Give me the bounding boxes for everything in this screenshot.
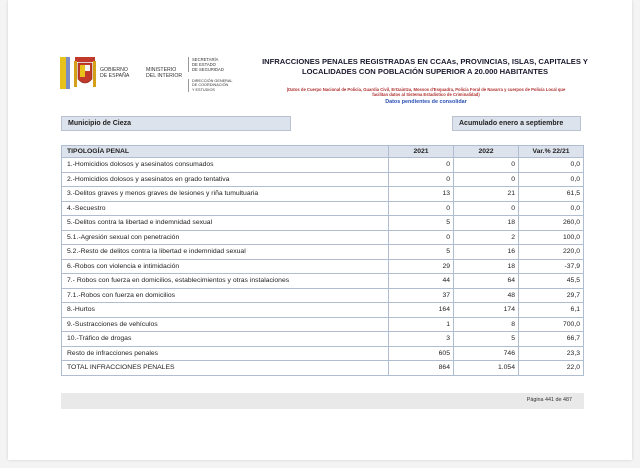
row-2022: 174 xyxy=(453,303,518,317)
sec-line2: DE ESTADO xyxy=(192,62,216,67)
sec-line1: SECRETARÍA xyxy=(192,57,219,62)
row-2021: 0 xyxy=(388,158,453,172)
row-typology: 7.1.-Robos con fuerza en domicilios xyxy=(61,289,388,303)
row-typology: 6.-Robos con violencia e intimidación xyxy=(61,260,388,274)
table-row xyxy=(61,216,584,231)
row-typology: 5.-Delitos contra la libertad e indemnidad sexual xyxy=(61,216,388,230)
table-row xyxy=(61,158,584,173)
row-2022: 0 xyxy=(453,202,518,216)
table-row xyxy=(61,231,584,246)
row-2022: 48 xyxy=(453,289,518,303)
dir-line2: DE COORDINACIÓN xyxy=(192,83,229,88)
source-line1: (Datos de Cuerpo Nacional de Policía, Guardia Civil, Ertzaintza, Mossos d'Esquadra, Policía Foral de Navarra y cuerpos de Policía Local que xyxy=(286,87,566,92)
row-typology: 5.1.-Agresión sexual con penetración xyxy=(61,231,388,245)
row-2022: 2 xyxy=(453,231,518,245)
ministry-label xyxy=(146,67,182,79)
row-2022: 746 xyxy=(453,347,518,361)
row-typology: 7.- Robos con fuerza en domicilios, establecimientos y otras instalaciones xyxy=(61,274,388,288)
eu-stripe-icon xyxy=(66,57,70,89)
row-variation: -37,9 xyxy=(518,260,584,274)
table-row xyxy=(61,187,584,202)
row-variation: 66,7 xyxy=(518,332,584,346)
coat-of-arms-icon xyxy=(72,55,98,91)
row-variation: 700,0 xyxy=(518,318,584,332)
row-2022: 18 xyxy=(453,260,518,274)
period-label: Acumulado enero a septiembre xyxy=(452,116,581,131)
header-variation: Var.% 22/21 xyxy=(518,146,584,157)
table-row xyxy=(61,202,584,217)
table-row xyxy=(61,332,584,347)
source-line2: facilitan datos al Sistema Estadístico de Criminalidad) xyxy=(372,92,480,97)
sec-line3: DE SEGURIDAD xyxy=(192,67,224,72)
title-line1: INFRACCIONES PENALES REGISTRADAS EN CCAAs, PROVINCIAS, ISLAS, CAPITALES Y xyxy=(262,57,588,66)
row-variation: 100,0 xyxy=(518,231,584,245)
row-typology: 4.-Secuestro xyxy=(61,202,388,216)
table-row xyxy=(61,318,584,333)
municipality-label: Municipio de Cieza xyxy=(61,116,291,131)
footer-bar xyxy=(61,393,584,409)
pending-note: Datos pendientes de consolidar xyxy=(385,99,467,105)
row-variation: 61,5 xyxy=(518,187,584,201)
table-row xyxy=(61,173,584,188)
title-line2: LOCALIDADES CON POBLACIÓN SUPERIOR A 20.000 HABITANTES xyxy=(301,67,549,76)
header-typology: TIPOLOGÍA PENAL xyxy=(61,146,388,157)
row-2022: 0 xyxy=(453,173,518,187)
row-2021: 5 xyxy=(388,245,453,259)
row-2022: 18 xyxy=(453,216,518,230)
row-2021: 605 xyxy=(388,347,453,361)
table-row xyxy=(61,347,584,362)
row-typology: 2.-Homicidios dolosos y asesinatos en grado tentativa xyxy=(61,173,388,187)
row-typology: 1.-Homicidios dolosos y asesinatos consumados xyxy=(61,158,388,172)
header-2021: 2021 xyxy=(388,146,453,157)
document-page xyxy=(8,0,632,460)
row-2021: 164 xyxy=(388,303,453,317)
row-2021: 13 xyxy=(388,187,453,201)
row-variation: 0,0 xyxy=(518,173,584,187)
government-logo xyxy=(60,55,240,95)
min-line2: DEL INTERIOR xyxy=(146,73,183,79)
row-variation: 23,3 xyxy=(518,347,584,361)
row-2021: 0 xyxy=(388,202,453,216)
table-row xyxy=(61,274,584,289)
dir-line1: DIRECCIÓN GENERAL xyxy=(192,79,233,83)
page-number: Página 441 de 487 xyxy=(526,397,572,403)
row-typology: Resto de infracciones penales xyxy=(61,347,388,361)
row-2022: 5 xyxy=(453,332,518,346)
row-2021: 5 xyxy=(388,216,453,230)
row-typology: 3.-Delitos graves y menos graves de lesiones y riña tumultuaria xyxy=(61,187,388,201)
row-2022: 0 xyxy=(453,158,518,172)
document-title xyxy=(260,57,590,77)
secretariat-label xyxy=(188,57,224,72)
header-2022: 2022 xyxy=(453,146,518,157)
row-typology: TOTAL INFRACCIONES PENALES xyxy=(61,361,388,375)
table-row xyxy=(61,361,584,376)
row-2021: 44 xyxy=(388,274,453,288)
row-variation: 45,5 xyxy=(518,274,584,288)
table-header-row xyxy=(61,145,584,158)
source-note xyxy=(258,87,594,97)
row-2022: 64 xyxy=(453,274,518,288)
row-2021: 0 xyxy=(388,173,453,187)
row-typology: 9.-Sustracciones de vehículos xyxy=(61,318,388,332)
row-variation: 220,0 xyxy=(518,245,584,259)
row-typology: 8.-Hurtos xyxy=(61,303,388,317)
table-row xyxy=(61,303,584,318)
row-typology: 10.-Tráfico de drogas xyxy=(61,332,388,346)
row-variation: 0,0 xyxy=(518,202,584,216)
gov-label xyxy=(100,67,129,79)
crime-table xyxy=(61,145,584,376)
row-typology: 5.2.-Resto de delitos contra la libertad e indemnidad sexual xyxy=(61,245,388,259)
row-2021: 29 xyxy=(388,260,453,274)
row-2021: 3 xyxy=(388,332,453,346)
row-variation: 22,0 xyxy=(518,361,584,375)
row-2021: 37 xyxy=(388,289,453,303)
row-2022: 16 xyxy=(453,245,518,259)
table-row xyxy=(61,260,584,275)
row-2022: 21 xyxy=(453,187,518,201)
row-2021: 864 xyxy=(388,361,453,375)
table-row xyxy=(61,245,584,260)
row-variation: 260,0 xyxy=(518,216,584,230)
row-2022: 8 xyxy=(453,318,518,332)
row-2021: 1 xyxy=(388,318,453,332)
row-variation: 6,1 xyxy=(518,303,584,317)
row-variation: 0,0 xyxy=(518,158,584,172)
gov-line1: GOBIERNO xyxy=(100,67,128,73)
directorate-label xyxy=(188,79,233,92)
gov-line2: DE ESPAÑA xyxy=(100,73,130,79)
row-variation: 29,7 xyxy=(518,289,584,303)
row-2022: 1.054 xyxy=(453,361,518,375)
dir-line3: Y ESTUDIOS xyxy=(192,87,215,92)
row-2021: 0 xyxy=(388,231,453,245)
min-line1: MINISTERIO xyxy=(146,67,177,73)
table-row xyxy=(61,289,584,304)
